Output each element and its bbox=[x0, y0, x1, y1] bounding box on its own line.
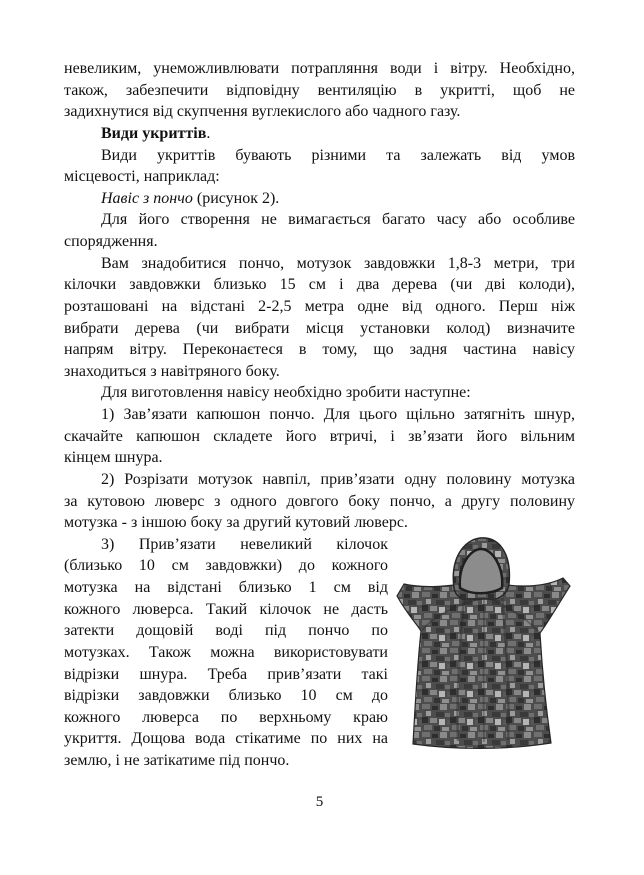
text-run: відрізки шнура. Треба прив’язати такі bbox=[64, 665, 388, 683]
text-line bbox=[64, 166, 575, 188]
text-run: Види укриттів бувають різними та залежать від умов bbox=[101, 146, 575, 164]
text-run: розташовані на відстані 2-2,5 метра одне від одного. Перш ніж bbox=[64, 297, 575, 315]
text-line bbox=[64, 123, 575, 145]
text-line bbox=[64, 447, 575, 469]
text-run: вибрати дерева (чи вибрати місця установки колод) визначите bbox=[64, 319, 575, 337]
text-line bbox=[64, 188, 575, 210]
text-run: мотузка на відстані близько 1 см від bbox=[64, 579, 388, 596]
text-line bbox=[64, 296, 575, 318]
text-line bbox=[64, 382, 575, 404]
text-run: задихнутися від скупчення вуглекислого або чадного газу. bbox=[64, 103, 461, 121]
text-line bbox=[64, 555, 388, 577]
text-line bbox=[64, 274, 575, 296]
text-line bbox=[64, 534, 388, 556]
text-line bbox=[64, 101, 575, 123]
text-run: Для його створення не вимагається багато часу або особливе bbox=[101, 211, 575, 229]
text-line bbox=[64, 577, 388, 599]
text-run: 2) Розрізати мотузок навпіл, прив’язати одну половину мотузка bbox=[101, 470, 575, 488]
text-run: знаходиться з навітряного боку. bbox=[64, 362, 280, 380]
text-run: невеликим, унеможливлювати потрапляння води і вітру. Необхідно, bbox=[64, 60, 575, 77]
text-run: кожного люверса по верхньому краю bbox=[64, 708, 388, 726]
text-run: Для виготовлення навісу необхідно зробити наступне: bbox=[101, 384, 471, 402]
text-run: відрізки завдовжки близько 10 см до bbox=[64, 687, 388, 705]
text-run: укриття. Дощова вода стікатиме по них на bbox=[64, 730, 388, 748]
text-run: (близько 10 см завдовжки) до кожного bbox=[64, 557, 388, 575]
text-run: місцевості, наприклад: bbox=[64, 168, 220, 186]
text-line bbox=[64, 707, 388, 729]
text-line bbox=[64, 231, 575, 253]
text-line bbox=[64, 642, 388, 664]
text-line bbox=[64, 361, 575, 383]
text-run: кінцем шнура. bbox=[64, 449, 163, 467]
poncho-figure bbox=[394, 536, 576, 751]
text-run: мотузка - з іншою боку за другий кутовий люверс. bbox=[64, 514, 408, 532]
text-line bbox=[64, 728, 388, 750]
text-line bbox=[64, 620, 388, 642]
text-line bbox=[64, 599, 388, 621]
text-run: кожного люверса. Такий кілочок не дасть bbox=[64, 600, 388, 618]
text-run: мотузках. Також можна використовувати bbox=[64, 643, 388, 661]
text-line bbox=[64, 491, 575, 513]
text-run: . bbox=[206, 124, 211, 142]
text-run: Навіс з пончо bbox=[101, 189, 197, 207]
text-run: 3) Прив’язати невеликий кілочок bbox=[101, 535, 388, 553]
text-line bbox=[64, 253, 575, 275]
text-run: 1) Зав’язати капюшон пончо. Для цього щільно затягніть шнур, bbox=[101, 406, 575, 423]
page-number: 5 bbox=[315, 794, 324, 810]
camouflage-poncho-image bbox=[394, 536, 576, 751]
text-run: Вам знадобитися пончо, мотузок завдовжки 1,8-3 метри, три bbox=[101, 254, 575, 272]
text-line bbox=[64, 664, 388, 686]
text-run: затекти дощовій воді під пончо по bbox=[64, 622, 388, 640]
text-line bbox=[64, 469, 575, 491]
text-run: спорядження. bbox=[64, 233, 158, 250]
text-line bbox=[64, 80, 575, 102]
text-line bbox=[64, 58, 575, 80]
text-run: напрям вітру. Переконаєтеся в тому, що задня частина навісу bbox=[64, 341, 575, 359]
text-run: скачайте капюшон складете його втричі, і зв’язати його вільним bbox=[64, 427, 575, 445]
text-run: також, забезпечити відповідну вентиляцію в укритті, щоб не bbox=[64, 81, 575, 99]
text-run: Види укриттів bbox=[101, 124, 207, 142]
text-run: кілочки завдовжки близько 15 см і два дерева (чи дві колоди), bbox=[64, 276, 575, 294]
text-line bbox=[64, 339, 575, 361]
text-line bbox=[64, 685, 388, 707]
text-run: за кутовою люверс з одного довгого боку пончо, а другу половину bbox=[64, 492, 575, 510]
text-line bbox=[64, 512, 575, 534]
text-line bbox=[64, 318, 575, 340]
text-line bbox=[64, 404, 575, 426]
text-line bbox=[64, 145, 575, 167]
text-run: землю, і не затікатиме під пончо. bbox=[64, 752, 290, 769]
text-line bbox=[64, 426, 575, 448]
text-run: (рисунок 2). bbox=[196, 189, 280, 207]
text-line bbox=[64, 750, 388, 772]
text-line bbox=[64, 209, 575, 231]
